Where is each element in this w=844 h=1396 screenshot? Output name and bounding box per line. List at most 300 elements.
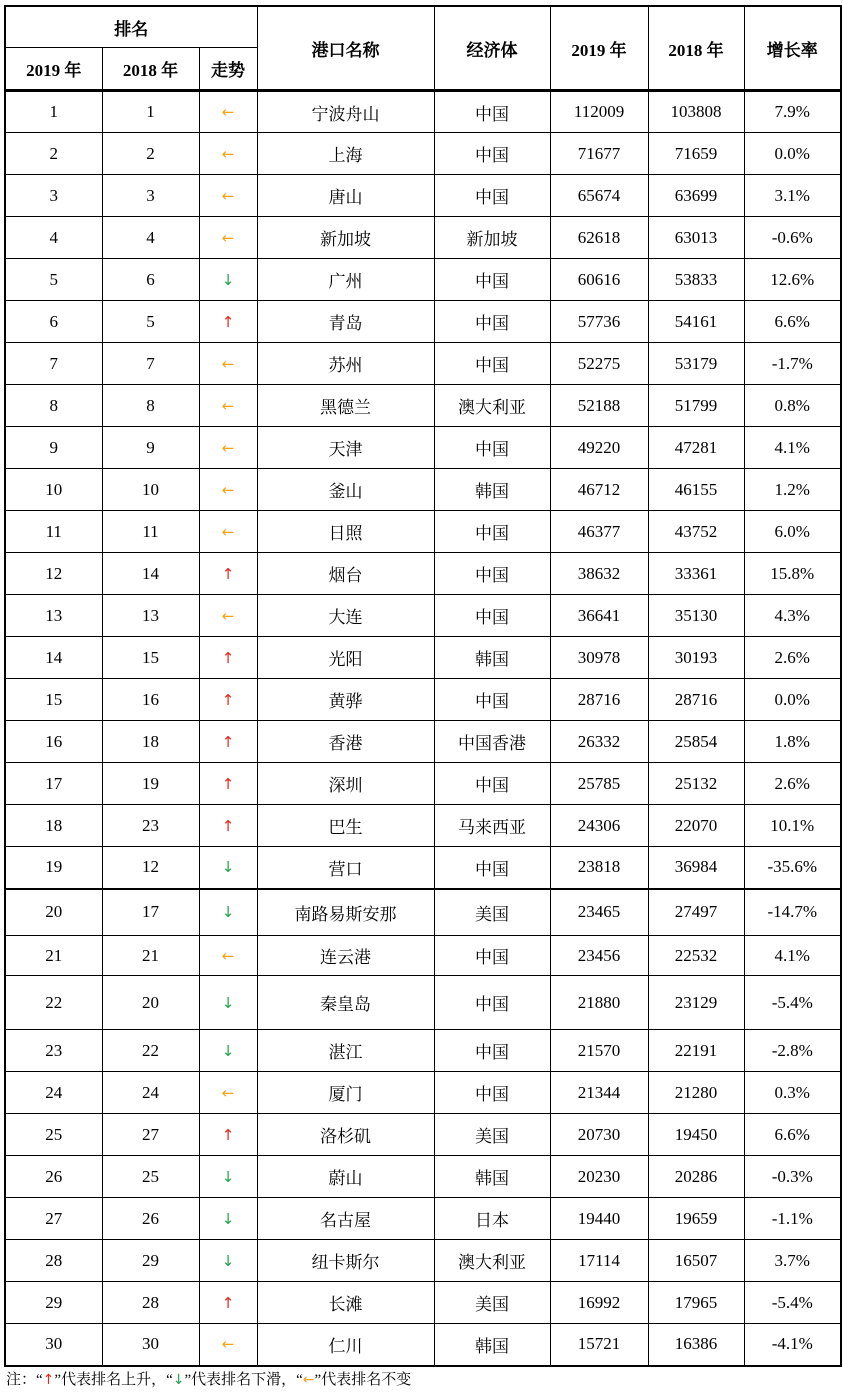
left-arrow-icon: ← bbox=[221, 1335, 235, 1354]
down-arrow-icon: ↓ bbox=[221, 858, 235, 877]
rank-2018-cell: 12 bbox=[102, 847, 199, 889]
rank-2019-cell: 30 bbox=[5, 1324, 102, 1366]
legend-note bbox=[6, 1368, 411, 1389]
rank-2019-cell: 5 bbox=[5, 259, 102, 301]
rank-2018-cell: 9 bbox=[102, 427, 199, 469]
growth-cell: 12.6% bbox=[744, 259, 841, 301]
trend-cell bbox=[199, 889, 257, 936]
port-name-cell: 广州 bbox=[257, 259, 434, 301]
economy-cell: 澳大利亚 bbox=[434, 1240, 550, 1282]
growth-cell: 15.8% bbox=[744, 553, 841, 595]
left-arrow-icon: ← bbox=[221, 144, 235, 163]
table-row bbox=[5, 595, 841, 637]
trend-header: 走势 bbox=[199, 48, 257, 91]
trend-cell bbox=[199, 679, 257, 721]
trend-cell bbox=[199, 427, 257, 469]
economy-cell: 韩国 bbox=[434, 1324, 550, 1366]
trend-cell bbox=[199, 1240, 257, 1282]
value-2019-cell: 21344 bbox=[550, 1072, 648, 1114]
rank-2018-cell: 21 bbox=[102, 936, 199, 976]
rank-2018-cell: 25 bbox=[102, 1156, 199, 1198]
rank-2019-cell: 28 bbox=[5, 1240, 102, 1282]
economy-cell: 中国 bbox=[434, 343, 550, 385]
value-2019-cell: 23465 bbox=[550, 889, 648, 936]
value-2019-cell: 65674 bbox=[550, 175, 648, 217]
growth-header: 增长率 bbox=[744, 6, 841, 91]
port-name-cell: 上海 bbox=[257, 133, 434, 175]
value-2019-cell: 20730 bbox=[550, 1114, 648, 1156]
rank-2019-cell: 2 bbox=[5, 133, 102, 175]
economy-cell: 中国 bbox=[434, 1030, 550, 1072]
port-name-cell: 蔚山 bbox=[257, 1156, 434, 1198]
growth-cell: 0.0% bbox=[744, 133, 841, 175]
table-row bbox=[5, 1198, 841, 1240]
value-2019-cell: 71677 bbox=[550, 133, 648, 175]
growth-cell: -4.1% bbox=[744, 1324, 841, 1366]
port-name-cell: 香港 bbox=[257, 721, 434, 763]
growth-cell: 4.1% bbox=[744, 427, 841, 469]
trend-cell bbox=[199, 1156, 257, 1198]
rank-2018-cell: 11 bbox=[102, 511, 199, 553]
economy-cell: 中国 bbox=[434, 595, 550, 637]
growth-cell: -35.6% bbox=[744, 847, 841, 889]
table-row bbox=[5, 469, 841, 511]
growth-cell: 3.7% bbox=[744, 1240, 841, 1282]
value-2019-cell: 26332 bbox=[550, 721, 648, 763]
rank-2018-cell: 8 bbox=[102, 385, 199, 427]
economy-cell: 中国 bbox=[434, 553, 550, 595]
value-2018-cell: 30193 bbox=[648, 637, 744, 679]
trend-cell bbox=[199, 595, 257, 637]
rank-2018-cell: 28 bbox=[102, 1282, 199, 1324]
value-2018-cell: 25854 bbox=[648, 721, 744, 763]
table-row bbox=[5, 553, 841, 595]
value-2019-cell: 46377 bbox=[550, 511, 648, 553]
growth-cell: 4.1% bbox=[744, 936, 841, 976]
rank-2019-cell: 21 bbox=[5, 936, 102, 976]
rank-2018-cell: 3 bbox=[102, 175, 199, 217]
rank-2019-cell: 1 bbox=[5, 91, 102, 133]
port-name-cell: 南路易斯安那 bbox=[257, 889, 434, 936]
growth-cell: 6.0% bbox=[744, 511, 841, 553]
economy-cell: 中国 bbox=[434, 1072, 550, 1114]
rank-2018-cell: 18 bbox=[102, 721, 199, 763]
value-2018-cell: 27497 bbox=[648, 889, 744, 936]
value-2018-cell: 21280 bbox=[648, 1072, 744, 1114]
value-2018-cell: 17965 bbox=[648, 1282, 744, 1324]
value-2019-cell: 15721 bbox=[550, 1324, 648, 1366]
port-name-cell: 连云港 bbox=[257, 936, 434, 976]
rank-2019-cell: 26 bbox=[5, 1156, 102, 1198]
value-2018-cell: 47281 bbox=[648, 427, 744, 469]
economy-cell: 中国 bbox=[434, 175, 550, 217]
economy-cell: 中国 bbox=[434, 301, 550, 343]
port-name-header: 港口名称 bbox=[257, 6, 434, 91]
value-2018-cell: 36984 bbox=[648, 847, 744, 889]
value-2019-cell: 24306 bbox=[550, 805, 648, 847]
left-arrow-icon: ← bbox=[221, 480, 235, 499]
port-name-cell: 新加坡 bbox=[257, 217, 434, 259]
down-arrow-icon: ↓ bbox=[221, 270, 235, 289]
table-row bbox=[5, 259, 841, 301]
value-2019-cell: 16992 bbox=[550, 1282, 648, 1324]
trend-cell bbox=[199, 1072, 257, 1114]
port-name-cell: 光阳 bbox=[257, 637, 434, 679]
rank-2019-cell: 11 bbox=[5, 511, 102, 553]
up-arrow-icon: ↑ bbox=[221, 1293, 235, 1312]
rank-group-header: 排名 bbox=[5, 6, 257, 48]
trend-cell bbox=[199, 721, 257, 763]
value-2019-cell: 112009 bbox=[550, 91, 648, 133]
rank-2018-cell: 13 bbox=[102, 595, 199, 637]
rank-2019-cell: 27 bbox=[5, 1198, 102, 1240]
growth-cell: -1.7% bbox=[744, 343, 841, 385]
rank-2018-cell: 7 bbox=[102, 343, 199, 385]
port-name-cell: 巴生 bbox=[257, 805, 434, 847]
economy-cell: 中国 bbox=[434, 133, 550, 175]
value-2018-cell: 25132 bbox=[648, 763, 744, 805]
rank-2018-cell: 26 bbox=[102, 1198, 199, 1240]
note-same-text: ”代表排名不变 bbox=[314, 1372, 412, 1388]
port-name-cell: 长滩 bbox=[257, 1282, 434, 1324]
left-arrow-icon: ← bbox=[221, 354, 235, 373]
economy-cell: 中国 bbox=[434, 511, 550, 553]
value-2019-cell: 62618 bbox=[550, 217, 648, 259]
value-2018-cell: 51799 bbox=[648, 385, 744, 427]
trend-cell bbox=[199, 1198, 257, 1240]
left-arrow-icon: ← bbox=[221, 946, 235, 965]
value-2019-cell: 19440 bbox=[550, 1198, 648, 1240]
left-arrow-icon: ← bbox=[221, 522, 235, 541]
left-arrow-icon: ← bbox=[221, 1083, 235, 1102]
table-row bbox=[5, 1072, 841, 1114]
port-name-cell: 青岛 bbox=[257, 301, 434, 343]
port-ranking-table bbox=[4, 5, 842, 1367]
trend-cell bbox=[199, 469, 257, 511]
port-name-cell: 黑德兰 bbox=[257, 385, 434, 427]
value-2019-cell: 38632 bbox=[550, 553, 648, 595]
table-row bbox=[5, 91, 841, 133]
rank-2019-cell: 29 bbox=[5, 1282, 102, 1324]
down-arrow-icon: ↓ bbox=[221, 1209, 235, 1228]
rank-2019-cell: 23 bbox=[5, 1030, 102, 1072]
port-name-cell: 营口 bbox=[257, 847, 434, 889]
rank-2019-cell: 12 bbox=[5, 553, 102, 595]
rank-2018-header: 2018 年 bbox=[102, 48, 199, 91]
economy-cell: 美国 bbox=[434, 889, 550, 936]
note-down-text: ”代表排名下滑，“ bbox=[184, 1372, 303, 1388]
left-arrow-icon: ← bbox=[221, 396, 235, 415]
rank-2019-cell: 6 bbox=[5, 301, 102, 343]
economy-cell: 中国 bbox=[434, 427, 550, 469]
table-row bbox=[5, 385, 841, 427]
port-name-cell: 宁波舟山 bbox=[257, 91, 434, 133]
up-arrow-icon: ↑ bbox=[221, 816, 235, 835]
rank-2019-cell: 20 bbox=[5, 889, 102, 936]
economy-cell: 韩国 bbox=[434, 637, 550, 679]
growth-cell: 1.8% bbox=[744, 721, 841, 763]
port-name-cell: 烟台 bbox=[257, 553, 434, 595]
value-2019-cell: 52188 bbox=[550, 385, 648, 427]
value-2018-cell: 53179 bbox=[648, 343, 744, 385]
rank-2019-cell: 16 bbox=[5, 721, 102, 763]
growth-cell: 10.1% bbox=[744, 805, 841, 847]
value-2018-cell: 16507 bbox=[648, 1240, 744, 1282]
left-arrow-icon: ← bbox=[221, 103, 235, 121]
value-2019-cell: 25785 bbox=[550, 763, 648, 805]
table-row bbox=[5, 175, 841, 217]
economy-cell: 韩国 bbox=[434, 469, 550, 511]
value-2018-cell: 53833 bbox=[648, 259, 744, 301]
economy-cell: 新加坡 bbox=[434, 217, 550, 259]
table-row bbox=[5, 976, 841, 1030]
table-header bbox=[5, 6, 841, 91]
growth-cell: 4.3% bbox=[744, 595, 841, 637]
rank-2018-cell: 20 bbox=[102, 976, 199, 1030]
table-row bbox=[5, 301, 841, 343]
rank-2019-cell: 18 bbox=[5, 805, 102, 847]
value-2019-cell: 52275 bbox=[550, 343, 648, 385]
growth-cell: -14.7% bbox=[744, 889, 841, 936]
rank-2018-cell: 22 bbox=[102, 1030, 199, 1072]
port-name-cell: 名古屋 bbox=[257, 1198, 434, 1240]
economy-header: 经济体 bbox=[434, 6, 550, 91]
rank-2018-cell: 2 bbox=[102, 133, 199, 175]
down-arrow-icon: ↓ bbox=[221, 1251, 235, 1270]
rank-2018-cell: 15 bbox=[102, 637, 199, 679]
value-2019-cell: 49220 bbox=[550, 427, 648, 469]
rank-2019-cell: 13 bbox=[5, 595, 102, 637]
table-row bbox=[5, 427, 841, 469]
left-arrow-icon: ← bbox=[221, 186, 235, 205]
rank-2018-cell: 23 bbox=[102, 805, 199, 847]
value-2018-cell: 63699 bbox=[648, 175, 744, 217]
rank-2018-cell: 5 bbox=[102, 301, 199, 343]
rank-2019-cell: 4 bbox=[5, 217, 102, 259]
value-2019-cell: 23456 bbox=[550, 936, 648, 976]
value-2018-cell: 28716 bbox=[648, 679, 744, 721]
trend-cell bbox=[199, 175, 257, 217]
value-2018-cell: 22191 bbox=[648, 1030, 744, 1072]
port-name-cell: 釜山 bbox=[257, 469, 434, 511]
table-row bbox=[5, 343, 841, 385]
value-2018-cell: 22070 bbox=[648, 805, 744, 847]
trend-cell bbox=[199, 1324, 257, 1366]
down-arrow-icon: ↓ bbox=[221, 993, 235, 1012]
growth-cell: 0.0% bbox=[744, 679, 841, 721]
port-name-cell: 日照 bbox=[257, 511, 434, 553]
trend-cell bbox=[199, 217, 257, 259]
value-2018-header: 2018 年 bbox=[648, 6, 744, 91]
rank-2018-cell: 27 bbox=[102, 1114, 199, 1156]
growth-cell: -1.1% bbox=[744, 1198, 841, 1240]
up-arrow-icon: ↑ bbox=[221, 312, 235, 331]
rank-2019-cell: 17 bbox=[5, 763, 102, 805]
table-row bbox=[5, 847, 841, 889]
trend-cell bbox=[199, 259, 257, 301]
growth-cell: 0.8% bbox=[744, 385, 841, 427]
rank-2018-cell: 30 bbox=[102, 1324, 199, 1366]
note-prefix: 注：“ bbox=[6, 1372, 43, 1388]
port-name-cell: 苏州 bbox=[257, 343, 434, 385]
value-2018-cell: 16386 bbox=[648, 1324, 744, 1366]
up-arrow-icon: ↑ bbox=[221, 774, 235, 793]
trend-cell bbox=[199, 343, 257, 385]
port-name-cell: 纽卡斯尔 bbox=[257, 1240, 434, 1282]
rank-2018-cell: 10 bbox=[102, 469, 199, 511]
value-2018-cell: 71659 bbox=[648, 133, 744, 175]
table-row bbox=[5, 1324, 841, 1366]
growth-cell: -0.6% bbox=[744, 217, 841, 259]
value-2018-cell: 22532 bbox=[648, 936, 744, 976]
rank-2019-cell: 25 bbox=[5, 1114, 102, 1156]
up-arrow-icon: ↑ bbox=[221, 564, 235, 583]
growth-cell: 7.9% bbox=[744, 91, 841, 133]
value-2019-cell: 17114 bbox=[550, 1240, 648, 1282]
rank-2018-cell: 14 bbox=[102, 553, 199, 595]
rank-2019-cell: 8 bbox=[5, 385, 102, 427]
value-2018-cell: 33361 bbox=[648, 553, 744, 595]
economy-cell: 马来西亚 bbox=[434, 805, 550, 847]
rank-2019-header: 2019 年 bbox=[5, 48, 102, 91]
growth-cell: -0.3% bbox=[744, 1156, 841, 1198]
economy-cell: 美国 bbox=[434, 1114, 550, 1156]
value-2018-cell: 19659 bbox=[648, 1198, 744, 1240]
table-row bbox=[5, 763, 841, 805]
port-name-cell: 秦皇岛 bbox=[257, 976, 434, 1030]
trend-cell bbox=[199, 1114, 257, 1156]
rank-2019-cell: 14 bbox=[5, 637, 102, 679]
growth-cell: -2.8% bbox=[744, 1030, 841, 1072]
port-name-cell: 天津 bbox=[257, 427, 434, 469]
down-arrow-icon: ↓ bbox=[221, 903, 235, 922]
growth-cell: 2.6% bbox=[744, 637, 841, 679]
down-arrow-icon: ↓ bbox=[172, 1372, 185, 1388]
value-2018-cell: 63013 bbox=[648, 217, 744, 259]
table-row bbox=[5, 721, 841, 763]
growth-cell: -5.4% bbox=[744, 976, 841, 1030]
trend-cell bbox=[199, 301, 257, 343]
rank-2019-cell: 10 bbox=[5, 469, 102, 511]
trend-cell bbox=[199, 637, 257, 679]
value-2019-cell: 28716 bbox=[550, 679, 648, 721]
growth-cell: 6.6% bbox=[744, 1114, 841, 1156]
value-2019-cell: 21880 bbox=[550, 976, 648, 1030]
value-2018-cell: 43752 bbox=[648, 511, 744, 553]
trend-cell bbox=[199, 976, 257, 1030]
port-name-cell: 湛江 bbox=[257, 1030, 434, 1072]
down-arrow-icon: ↓ bbox=[221, 1167, 235, 1186]
left-arrow-icon: ← bbox=[221, 228, 235, 247]
rank-2019-cell: 22 bbox=[5, 976, 102, 1030]
rank-2019-cell: 19 bbox=[5, 847, 102, 889]
growth-cell: -5.4% bbox=[744, 1282, 841, 1324]
rank-2019-cell: 15 bbox=[5, 679, 102, 721]
table-row bbox=[5, 1114, 841, 1156]
up-arrow-icon: ↑ bbox=[221, 690, 235, 709]
trend-cell bbox=[199, 133, 257, 175]
economy-cell: 中国 bbox=[434, 936, 550, 976]
port-name-cell: 黄骅 bbox=[257, 679, 434, 721]
trend-cell bbox=[199, 1282, 257, 1324]
port-name-cell: 深圳 bbox=[257, 763, 434, 805]
table-row bbox=[5, 805, 841, 847]
up-arrow-icon: ↑ bbox=[221, 732, 235, 751]
economy-cell: 中国 bbox=[434, 259, 550, 301]
trend-cell bbox=[199, 511, 257, 553]
rank-2018-cell: 4 bbox=[102, 217, 199, 259]
value-2019-cell: 23818 bbox=[550, 847, 648, 889]
trend-cell bbox=[199, 91, 257, 133]
trend-cell bbox=[199, 553, 257, 595]
left-arrow-icon: ← bbox=[302, 1372, 315, 1388]
growth-cell: 2.6% bbox=[744, 763, 841, 805]
port-name-cell: 大连 bbox=[257, 595, 434, 637]
value-2019-cell: 46712 bbox=[550, 469, 648, 511]
growth-cell: 1.2% bbox=[744, 469, 841, 511]
rank-2019-cell: 9 bbox=[5, 427, 102, 469]
table-row bbox=[5, 1030, 841, 1072]
table-row bbox=[5, 637, 841, 679]
economy-cell: 日本 bbox=[434, 1198, 550, 1240]
rank-2019-cell: 7 bbox=[5, 343, 102, 385]
port-name-cell: 厦门 bbox=[257, 1072, 434, 1114]
rank-2018-cell: 29 bbox=[102, 1240, 199, 1282]
rank-2018-cell: 6 bbox=[102, 259, 199, 301]
rank-2018-cell: 17 bbox=[102, 889, 199, 936]
table-row bbox=[5, 889, 841, 936]
value-2018-cell: 23129 bbox=[648, 976, 744, 1030]
table-row bbox=[5, 511, 841, 553]
economy-cell: 韩国 bbox=[434, 1156, 550, 1198]
value-2019-header: 2019 年 bbox=[550, 6, 648, 91]
value-2019-cell: 57736 bbox=[550, 301, 648, 343]
value-2018-cell: 54161 bbox=[648, 301, 744, 343]
rank-2018-cell: 19 bbox=[102, 763, 199, 805]
rank-2018-cell: 1 bbox=[102, 91, 199, 133]
table-row bbox=[5, 1156, 841, 1198]
trend-cell bbox=[199, 763, 257, 805]
table-row bbox=[5, 133, 841, 175]
value-2018-cell: 20286 bbox=[648, 1156, 744, 1198]
table-row bbox=[5, 217, 841, 259]
value-2018-cell: 35130 bbox=[648, 595, 744, 637]
value-2019-cell: 21570 bbox=[550, 1030, 648, 1072]
trend-cell bbox=[199, 805, 257, 847]
left-arrow-icon: ← bbox=[221, 438, 235, 457]
port-name-cell: 仁川 bbox=[257, 1324, 434, 1366]
up-arrow-icon: ↑ bbox=[42, 1372, 55, 1388]
value-2018-cell: 19450 bbox=[648, 1114, 744, 1156]
value-2018-cell: 46155 bbox=[648, 469, 744, 511]
economy-cell: 中国 bbox=[434, 679, 550, 721]
trend-cell bbox=[199, 936, 257, 976]
rank-2018-cell: 16 bbox=[102, 679, 199, 721]
table-row bbox=[5, 1282, 841, 1324]
trend-cell bbox=[199, 385, 257, 427]
growth-cell: 3.1% bbox=[744, 175, 841, 217]
trend-cell bbox=[199, 1030, 257, 1072]
growth-cell: 0.3% bbox=[744, 1072, 841, 1114]
table-row bbox=[5, 936, 841, 976]
growth-cell: 6.6% bbox=[744, 301, 841, 343]
note-up-text: ”代表排名上升，“ bbox=[54, 1372, 173, 1388]
trend-cell bbox=[199, 847, 257, 889]
rank-2019-cell: 24 bbox=[5, 1072, 102, 1114]
economy-cell: 澳大利亚 bbox=[434, 385, 550, 427]
value-2018-cell: 103808 bbox=[648, 91, 744, 133]
economy-cell: 中国 bbox=[434, 763, 550, 805]
